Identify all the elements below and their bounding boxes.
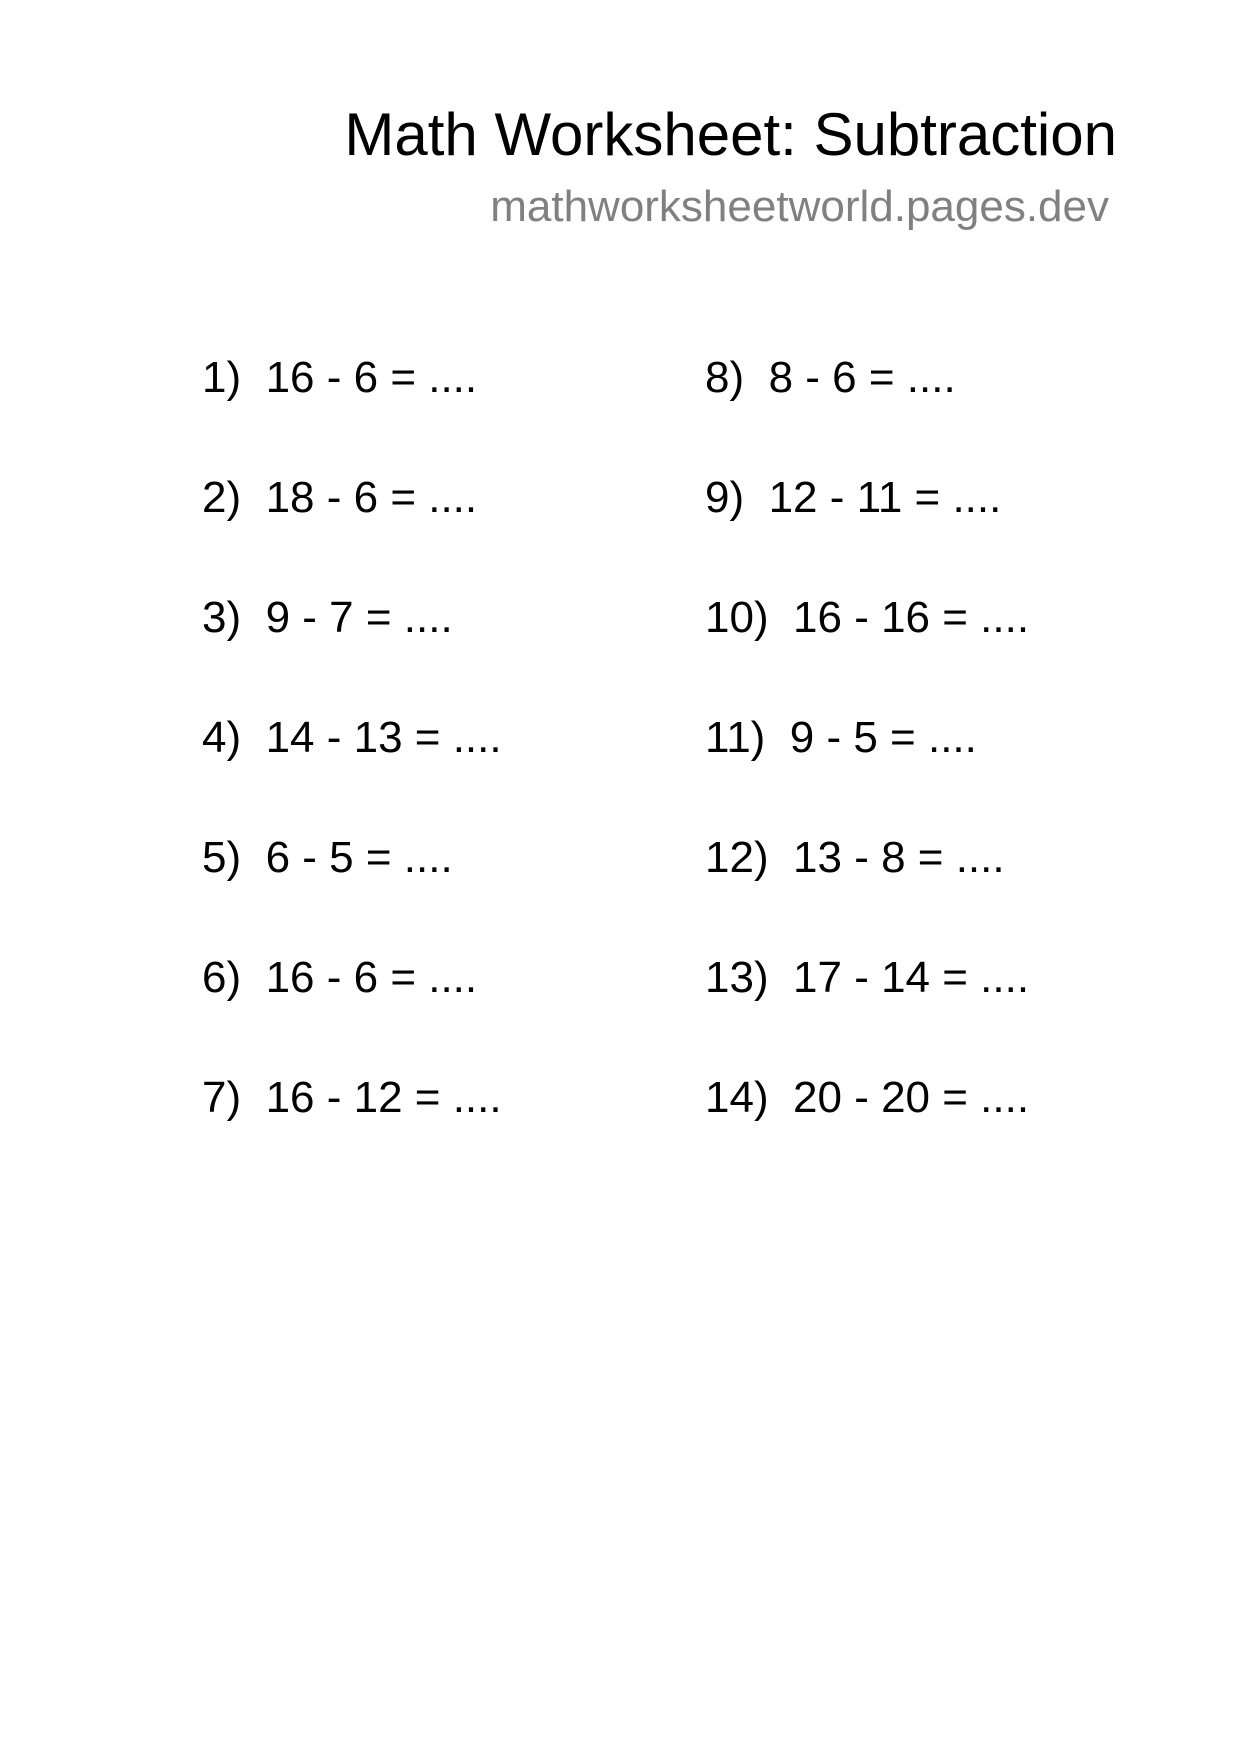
problem-number: 4) <box>202 713 242 762</box>
problem-number: 12) <box>705 833 769 882</box>
problem-expression: 13 - 8 = .... <box>793 833 1005 882</box>
problem-item <box>705 1068 1029 1188</box>
problems-column-left <box>202 348 502 1188</box>
problem-item <box>202 948 502 1068</box>
problem-number: 8) <box>705 353 745 402</box>
problem-item <box>705 588 1029 708</box>
problem-expression: 16 - 16 = .... <box>793 593 1030 642</box>
problem-item <box>202 708 502 828</box>
problem-item <box>705 828 1029 948</box>
problem-number: 7) <box>202 1073 242 1122</box>
problem-number: 14) <box>705 1073 769 1122</box>
problem-item <box>705 708 1029 828</box>
problem-item <box>705 948 1029 1068</box>
problem-expression: 16 - 6 = .... <box>265 353 478 402</box>
problem-expression: 20 - 20 = .... <box>793 1073 1030 1122</box>
problem-item <box>202 1068 502 1188</box>
problem-number: 6) <box>202 953 242 1002</box>
problem-expression: 9 - 5 = .... <box>789 713 977 762</box>
problem-number: 2) <box>202 473 242 522</box>
problem-item <box>705 348 1029 468</box>
problem-expression: 6 - 5 = .... <box>265 833 453 882</box>
problems-column-right <box>705 348 1029 1188</box>
problem-number: 5) <box>202 833 242 882</box>
problem-number: 1) <box>202 353 242 402</box>
problem-number: 3) <box>202 593 242 642</box>
problem-number: 9) <box>705 473 745 522</box>
problem-number: 10) <box>705 593 769 642</box>
problem-expression: 8 - 6 = .... <box>768 353 956 402</box>
problem-item <box>202 828 502 948</box>
worksheet-source: mathworksheetworld.pages.dev <box>490 182 1109 231</box>
problem-expression: 12 - 11 = .... <box>768 473 1002 522</box>
problem-item <box>202 348 502 468</box>
problem-expression: 17 - 14 = .... <box>793 953 1030 1002</box>
problem-expression: 16 - 12 = .... <box>265 1073 502 1122</box>
problem-number: 11) <box>705 713 766 762</box>
problem-item <box>202 588 502 708</box>
problem-expression: 14 - 13 = .... <box>265 713 502 762</box>
problem-expression: 18 - 6 = .... <box>265 473 478 522</box>
problem-expression: 9 - 7 = .... <box>265 593 453 642</box>
problem-item <box>705 468 1029 588</box>
problem-expression: 16 - 6 = .... <box>265 953 478 1002</box>
worksheet-title: Math Worksheet: Subtraction <box>344 101 1117 168</box>
problem-number: 13) <box>705 953 769 1002</box>
problem-item <box>202 468 502 588</box>
